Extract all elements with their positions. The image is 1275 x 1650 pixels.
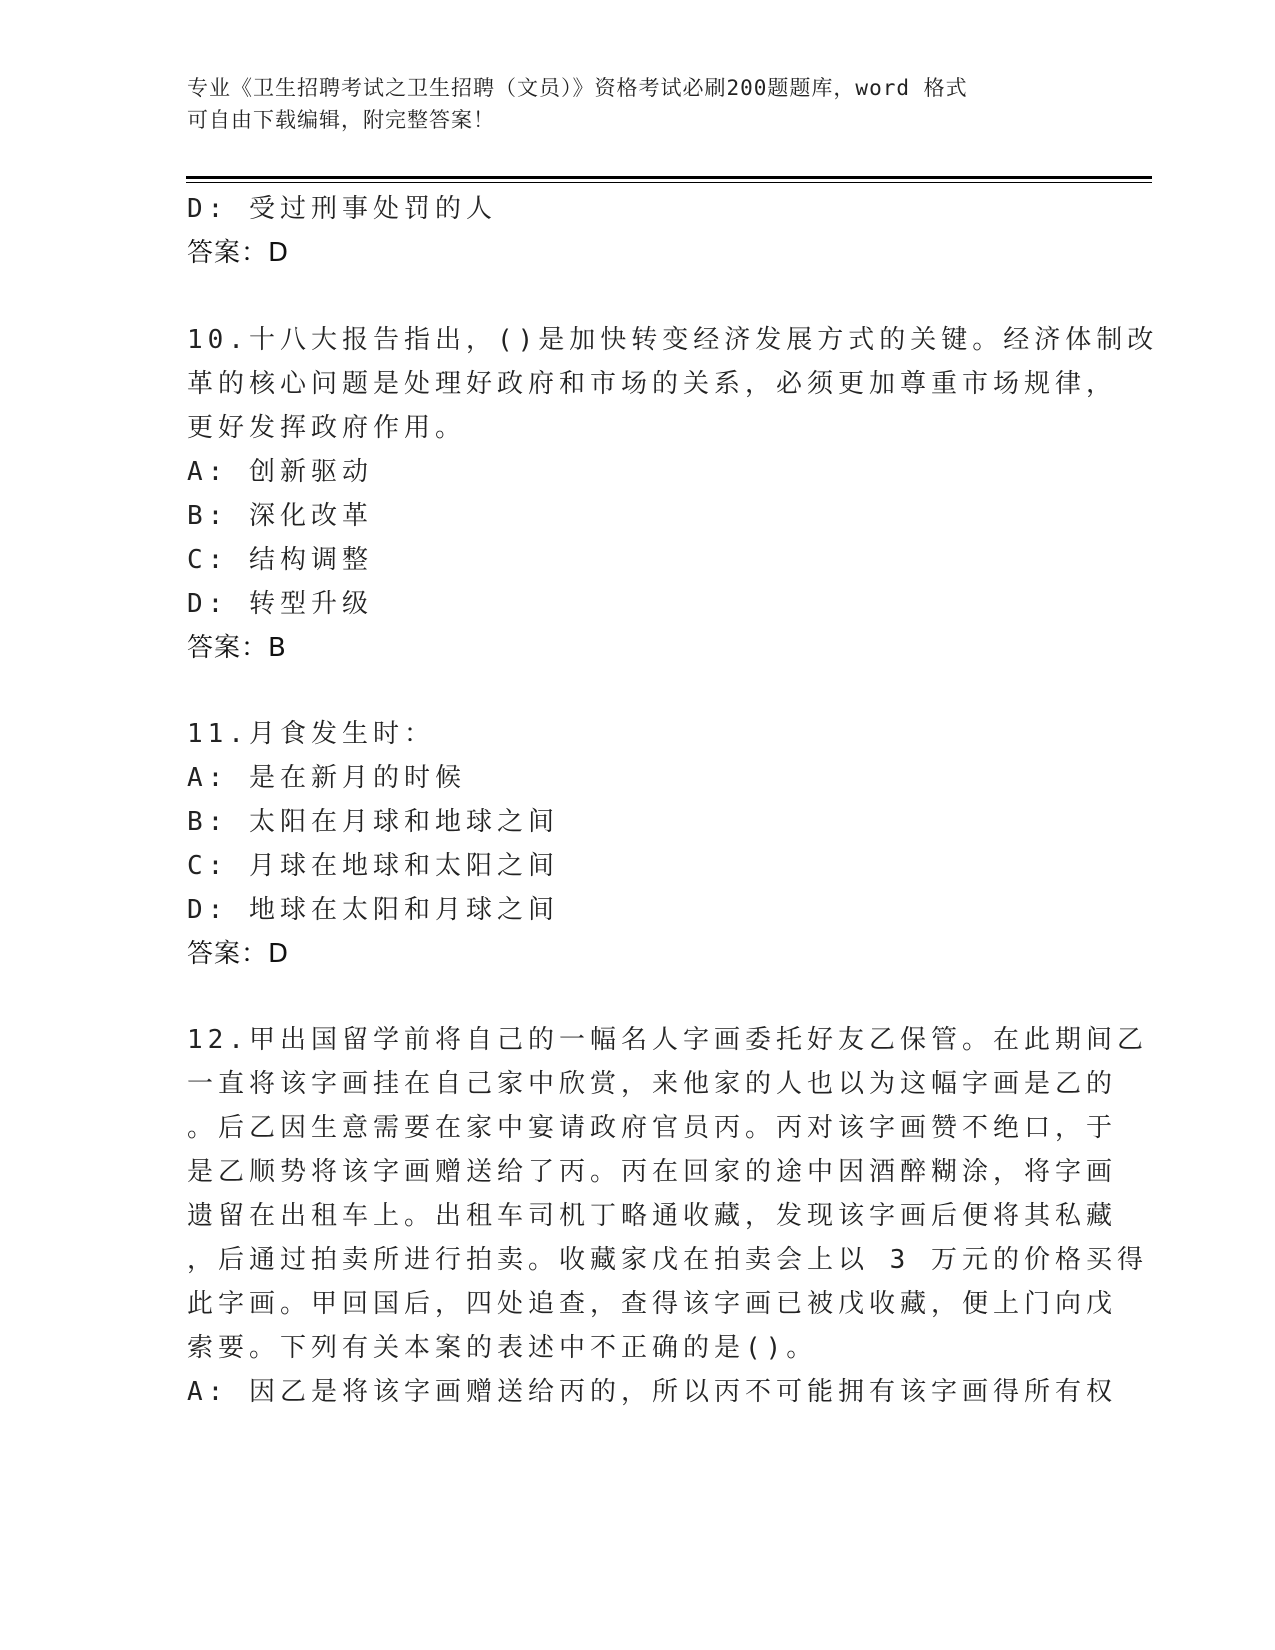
question-10-stem-line: 革的核心问题是处理好政府和市场的关系，必须更加尊重市场规律，: [187, 369, 1118, 399]
question-12-stem-line: ，后通过拍卖所进行拍卖。收藏家戊在拍卖会上以 3 万元的价格买得: [187, 1245, 1148, 1275]
question-12-stem-line: 一直将该字画挂在自己家中欣赏，来他家的人也以为这幅字画是乙的: [187, 1069, 1118, 1099]
question-10-option-a: A: 创新驱动: [187, 457, 373, 487]
header-rule-thin: [186, 182, 1152, 183]
question-12-stem-line: 索要。下列有关本案的表述中不正确的是()。: [187, 1333, 818, 1363]
header-line-2: 可自由下载编辑，附完整答案！: [187, 108, 495, 132]
question-11-answer: 答案：D: [187, 939, 290, 969]
question-11-option-d: D: 地球在太阳和月球之间: [187, 895, 559, 925]
question-12-stem-line: 。后乙因生意需要在家中宴请政府官员丙。丙对该字画赞不绝口，于: [187, 1113, 1118, 1143]
question-10-option-d: D: 转型升级: [187, 589, 373, 619]
question-12-stem-line: 12.甲出国留学前将自己的一幅名人字画委托好友乙保管。在此期间乙: [187, 1025, 1148, 1055]
question-12-stem-line: 是乙顺势将该字画赠送给了丙。丙在回家的途中因酒醉糊涂，将字画: [187, 1157, 1118, 1187]
question-10-option-c: C: 结构调整: [187, 545, 373, 575]
question-11-stem-line: 11.月食发生时：: [187, 719, 435, 749]
question-10-option-b: B: 深化改革: [187, 501, 373, 531]
question-10-answer: 答案：B: [187, 633, 287, 663]
document-header: [187, 72, 1077, 136]
question-11-option-a: A: 是在新月的时候: [187, 763, 466, 793]
question-12-option-a: A: 因乙是将该字画赠送给丙的，所以丙不可能拥有该字画得所有权: [187, 1377, 1117, 1407]
question-10-stem-line: 10.十八大报告指出，()是加快转变经济发展方式的关键。经济体制改: [187, 325, 1159, 355]
question-12-stem-line: 遗留在出租车上。出租车司机丁略通收藏，发现该字画后便将其私藏: [187, 1201, 1118, 1231]
question-10-stem-line: 更好发挥政府作用。: [187, 413, 467, 443]
option-d-continued: D: 受过刑事处罚的人: [187, 194, 497, 224]
question-11-option-b: B: 太阳在月球和地球之间: [187, 807, 559, 837]
question-11-option-c: C: 月球在地球和太阳之间: [187, 851, 559, 881]
header-rule-thick: [186, 176, 1152, 179]
header-line-1: 专业《卫生招聘考试之卫生招聘（文员）》资格考试必刷200题题库，word 格式: [187, 76, 968, 100]
question-12-stem-line: 此字画。甲回国后，四处追查，查得该字画已被戊收藏，便上门向戊: [187, 1289, 1118, 1319]
answer-continued: 答案：D: [187, 238, 290, 268]
